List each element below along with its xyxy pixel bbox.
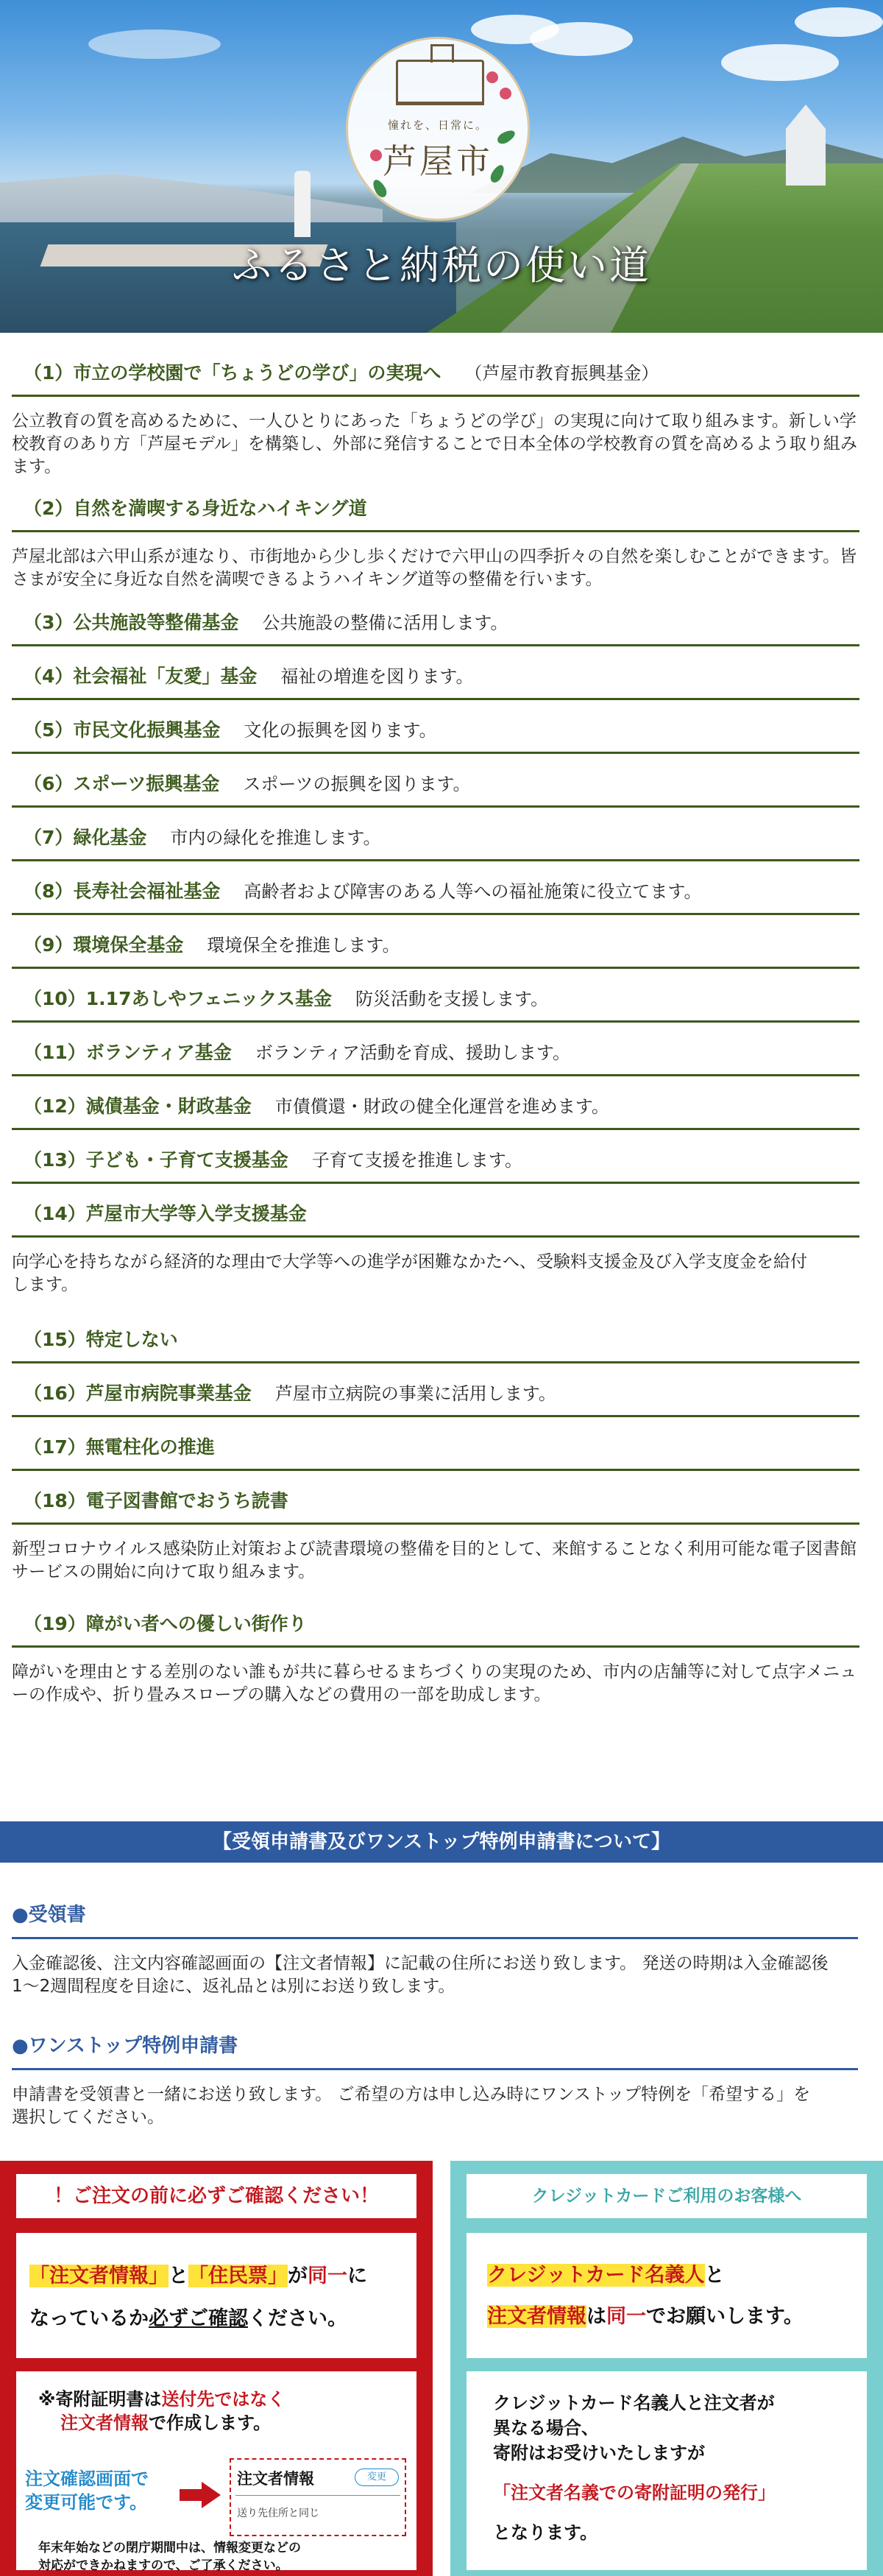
highlight-resident-record: 「住民票」: [188, 2265, 288, 2287]
text: は: [586, 2305, 606, 2328]
hero-banner: [0, 0, 883, 333]
fund-subtitle: 市内の緑化を推進します。: [170, 828, 381, 848]
fund-item: [12, 1042, 859, 1076]
text: 送り先住所と同じ: [237, 2508, 319, 2519]
fund-list: [0, 333, 883, 1707]
info-section-header: 【受領申請書及びワンストップ特例申請書について】: [0, 1821, 883, 1863]
order-notice-banner: ！ご注文の前に必ずご確認ください！: [16, 2174, 416, 2218]
fund-title: （14）芦屋市大学等入学支援基金: [24, 1203, 307, 1224]
fund-title: （18）電子図書館でおうち読書: [24, 1490, 288, 1511]
fund-item: [12, 1203, 859, 1296]
fund-subtitle: スポーツの振興を図ります。: [243, 774, 471, 794]
fund-title: （6）スポーツ振興基金: [24, 773, 220, 794]
fund-item: [12, 612, 859, 646]
fund-title: （4）社会福祉「友愛」基金: [24, 666, 258, 687]
fund-description: 芦屋北部は六甲山系が連なり、市街地から少し歩くだけで六甲山の四季折々の自然を楽しむことができます。皆さまが安全に身近な自然を満喫できるようハイキング道等の整備を行います。: [12, 547, 857, 589]
fund-subtitle: （芦屋市教育振興基金）: [464, 363, 659, 384]
page-title: ふるさと納税の使い道: [232, 242, 651, 289]
text: なっているか: [29, 2307, 149, 2330]
fund-description: 障がいを理由とする差別のない誰もが共に暮らせるまちづくりの実現のため、市内の店舗等に対して点字メニューの作成や、折り畳みスロープの購入などの費用の一部を助成します。: [12, 1662, 857, 1704]
fund-item: [12, 934, 859, 969]
text: と: [704, 2264, 725, 2287]
text: 年末年始などの閉庁期間中は、情報変更などの: [38, 2541, 301, 2555]
fund-title: （11）ボランティア基金: [24, 1042, 232, 1063]
certificate-note-box: [16, 2371, 416, 2573]
fund-item: [12, 1329, 859, 1363]
fund-title: （3）公共施設等整備基金: [24, 612, 239, 633]
order-notice-panel: [0, 2161, 433, 2576]
fund-item: [12, 1095, 859, 1130]
fund-title: （1）市立の学校園で「ちょうどの学び」の実現へ: [24, 362, 442, 384]
fund-item: [12, 719, 859, 754]
text: 対応ができかねますので、ご了承ください。: [38, 2558, 288, 2573]
fund-title: （12）減債基金・財政基金: [24, 1095, 252, 1117]
text: 「注文者名義での寄附証明の発行」: [493, 2483, 776, 2503]
text: 送付先ではなく: [161, 2389, 286, 2410]
fund-item: [12, 1490, 859, 1584]
change-possible-note: [25, 2467, 149, 2514]
fund-subtitle: 高齢者および障害のある人等への福祉施策に役立てます。: [244, 881, 702, 902]
fund-subtitle: 福祉の増進を図ります。: [280, 666, 474, 687]
onestop-heading: ●ワンストップ特例申請書: [12, 2030, 858, 2070]
text: 注文者情報: [60, 2413, 149, 2433]
text: に: [347, 2265, 367, 2287]
fund-title: （15）特定しない: [24, 1329, 178, 1350]
highlight-same: 同一: [606, 2305, 646, 2328]
fund-title: （8）長寿社会福祉基金: [24, 881, 221, 902]
credit-card-detail: [467, 2371, 867, 2570]
fund-subtitle: 文化の振興を図ります。: [244, 720, 437, 741]
fund-description: 公立教育の質を高めるために、一人ひとりにあった「ちょうどの学び」の実現に向けて取り組みます。新しい学校教育のあり方「芦屋モデル」を構築し、外部に発信することで日本全体の学校教育の質を高めるよう取り組みます。: [12, 412, 857, 476]
fund-description: 向学心を持ちながら経済的な理由で大学等への進学が困難なかたへ、受験料支援金及び入学支度金を給付します。: [12, 1252, 807, 1294]
fund-title: （13）子ども・子育て支援基金: [24, 1149, 288, 1171]
city-slogan: 憧れを、日常に。: [387, 119, 488, 132]
city-emblem: [346, 37, 530, 221]
fund-item: [12, 666, 859, 700]
highlight-card-holder: クレジットカード名義人: [487, 2264, 705, 2287]
fund-title: （5）市民文化振興基金: [24, 719, 221, 741]
fund-title: （9）環境保全基金: [24, 934, 184, 956]
receipt-body: 入金確認後、注文内容確認画面の【注文者情報】に記載の住所にお送り致します。 発送の時期は入金確認後 1〜2週間程度を目途に、返礼品とは別にお送り致します。: [12, 1954, 829, 1996]
fund-title: （17）無電柱化の推進: [24, 1436, 215, 1458]
fund-item: [12, 988, 859, 1023]
fund-title: （19）障がい者への優しい街作り: [24, 1613, 307, 1634]
fund-subtitle: 公共施設の整備に活用します。: [262, 613, 508, 633]
fund-item: [12, 1613, 859, 1707]
receipt-heading: ●受領書: [12, 1899, 858, 1939]
arrow-right-icon: [180, 2482, 221, 2508]
text: でお願いします。: [646, 2305, 804, 2328]
credit-card-main: [467, 2233, 867, 2358]
fund-subtitle: ボランティア活動を育成、援助します。: [255, 1042, 570, 1063]
text: ※寄附証明書は: [38, 2389, 162, 2410]
fund-title: （10）1.17あしやフェニックス基金: [24, 988, 332, 1009]
must-confirm: 必ずご確認: [149, 2307, 248, 2330]
fund-item: [12, 498, 859, 591]
text: クレジットカード名義人と注文者が: [493, 2393, 775, 2413]
text: 変更可能です。: [25, 2492, 148, 2513]
fund-item: [12, 773, 859, 808]
highlight-orderer-info: 「注文者情報」: [29, 2265, 169, 2287]
city-name: 芦屋市: [383, 141, 493, 181]
fund-subtitle: 環境保全を推進します。: [207, 935, 400, 956]
fund-item: [12, 881, 859, 915]
certificate-note: [38, 2388, 285, 2435]
order-notice-main: [16, 2233, 416, 2358]
fund-subtitle: 防災活動を支援します。: [355, 989, 549, 1009]
text: が: [288, 2265, 308, 2287]
text: と: [169, 2265, 188, 2287]
fund-item: [12, 1383, 859, 1417]
fund-title: （2）自然を満喫する身近なハイキング道: [24, 498, 367, 519]
text: 異なる場合、: [493, 2418, 599, 2438]
orderer-info-sample: [230, 2458, 406, 2536]
highlight-orderer-info: 注文者情報: [487, 2305, 586, 2328]
fund-subtitle: 子育て支援を推進します。: [311, 1150, 522, 1171]
change-button-sample: 変更: [355, 2469, 399, 2486]
text: となります。: [493, 2522, 598, 2543]
fund-item: [12, 362, 859, 479]
credit-card-banner: クレジットカードご利用のお客様へ: [467, 2174, 867, 2218]
text: 注文確認画面で: [25, 2469, 149, 2489]
receipt-section: [12, 1899, 858, 1998]
fund-title: （7）緑化基金: [24, 827, 147, 848]
credit-card-notice-panel: [450, 2161, 883, 2576]
text: 注文者情報: [237, 2470, 314, 2488]
fund-item: [12, 1149, 859, 1184]
text: で作成します。: [149, 2413, 272, 2433]
fund-item: [12, 1436, 859, 1471]
fund-description: 新型コロナウイルス感染防止対策および読書環境の整備を目的として、来館することなく利用可能な電子図書館サービスの開始に向けて取り組みます。: [12, 1539, 857, 1581]
text: ください。: [248, 2307, 347, 2330]
fund-subtitle: 芦屋市立病院の事業に活用します。: [274, 1383, 556, 1404]
closed-period-note: [38, 2539, 301, 2575]
fund-title: （16）芦屋市病院事業基金: [24, 1383, 252, 1404]
fund-subtitle: 市債償還・財政の健全化運営を進めます。: [274, 1096, 609, 1117]
onestop-section: [12, 2030, 858, 2129]
text: 寄附はお受けいたしますが: [493, 2443, 705, 2463]
fund-item: [12, 827, 859, 861]
building-icon: [396, 60, 484, 105]
highlight-same: 同一: [308, 2265, 347, 2287]
onestop-body: 申請書を受領書と一緒にお送り致します。 ご希望の方は申し込み時にワンストップ特例を「希望する」を選択してください。: [12, 2085, 811, 2127]
